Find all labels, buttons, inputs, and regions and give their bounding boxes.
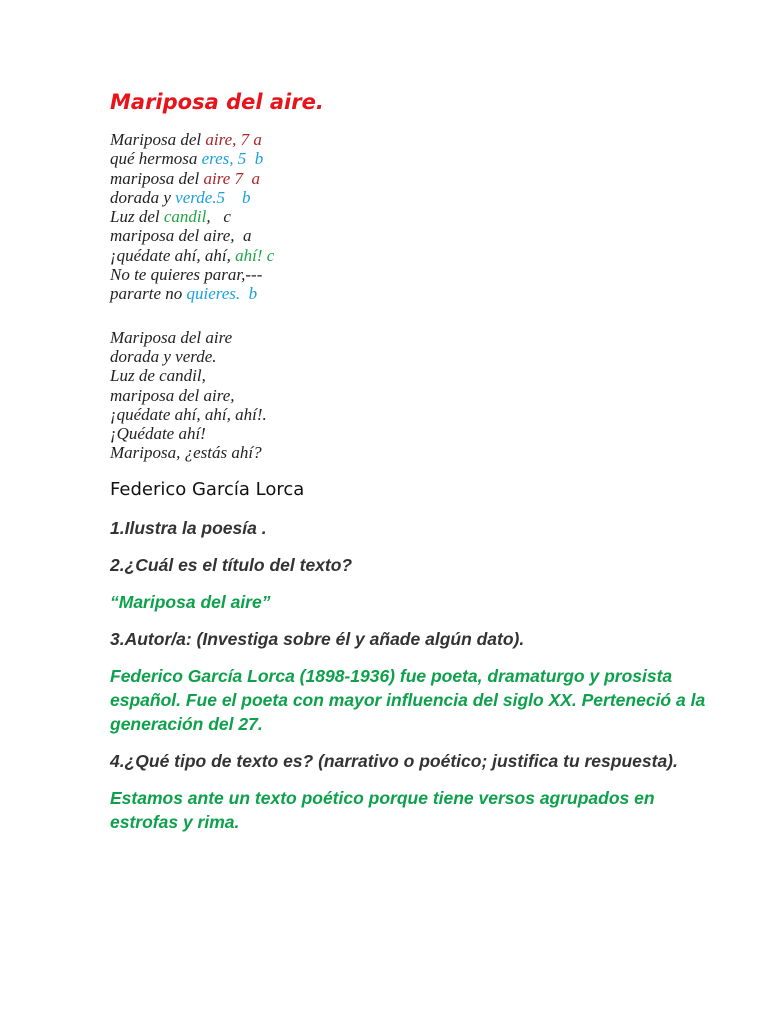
verse-text: pararte no bbox=[110, 284, 187, 304]
verse-line: Mariposa, ¿estás ahí? bbox=[110, 443, 262, 463]
stanza-annotated bbox=[110, 130, 710, 304]
verse-text: mariposa del aire, a bbox=[110, 226, 252, 246]
answer-4: Estamos ante un texto poético porque tiene versos agrupados en estrofas y rima. bbox=[110, 787, 655, 832]
question-4: 4.¿Qué tipo de texto es? (narrativo o poético; justifica tu respuesta). bbox=[110, 750, 678, 771]
verse-line bbox=[110, 284, 710, 303]
question-2: 2.¿Cuál es el título del texto? bbox=[110, 554, 353, 575]
verse-line: Mariposa del aire bbox=[110, 327, 233, 347]
verse-text: , c bbox=[206, 207, 231, 227]
answer-2: “Mariposa del aire” bbox=[110, 591, 271, 612]
verse-text: dorada y bbox=[110, 187, 176, 207]
verse-line: ¡Quédate ahí! bbox=[110, 424, 206, 444]
verse-line: Luz de candil, bbox=[110, 366, 206, 386]
rhyme-annotation: aire 7 a bbox=[203, 168, 261, 188]
poem-title: Mariposa del aire. bbox=[110, 90, 324, 114]
verse-line bbox=[110, 207, 710, 226]
rhyme-annotation: candil bbox=[163, 207, 207, 227]
rhyme-annotation: aire, 7 a bbox=[205, 130, 262, 149]
question-3: 3.Autor/a: (Investiga sobre él y añade algún dato). bbox=[110, 628, 525, 649]
document-page bbox=[110, 86, 710, 834]
verse-line bbox=[110, 130, 710, 149]
verse-text: qué hermosa bbox=[110, 149, 202, 169]
verse-text: ¡quédate ahí, ahí, bbox=[110, 245, 236, 265]
verse-line: mariposa del aire, bbox=[110, 385, 235, 405]
verse-line bbox=[110, 149, 710, 168]
rhyme-annotation: eres, 5 b bbox=[201, 149, 264, 169]
rhyme-annotation: quieres. b bbox=[186, 284, 258, 304]
verse-text: Mariposa del bbox=[110, 130, 206, 149]
verse-line bbox=[110, 246, 710, 265]
verse-line bbox=[110, 169, 710, 188]
verse-line: dorada y verde. bbox=[110, 346, 217, 366]
verse-line bbox=[110, 226, 710, 245]
stanza-plain bbox=[110, 328, 710, 463]
verse-text: No te quieres parar,--- bbox=[110, 265, 263, 285]
poem-author: Federico García Lorca bbox=[110, 478, 305, 500]
verse-line bbox=[110, 188, 710, 207]
rhyme-annotation: ahí! c bbox=[235, 245, 275, 265]
rhyme-annotation: verde.5 b bbox=[175, 187, 251, 207]
answer-3: Federico García Lorca (1898-1936) fue poeta, dramaturgo y prosista español. Fue el poeta con mayor influencia del siglo XX. Perteneció a la generación del 27. bbox=[110, 665, 706, 734]
verse-line: ¡quédate ahí, ahí, ahí!. bbox=[110, 404, 267, 424]
question-1: 1.Ilustra la poesía . bbox=[110, 517, 267, 538]
verse-text: mariposa del bbox=[110, 168, 204, 188]
verse-line bbox=[110, 265, 710, 284]
verse-text: Luz del bbox=[110, 207, 164, 227]
